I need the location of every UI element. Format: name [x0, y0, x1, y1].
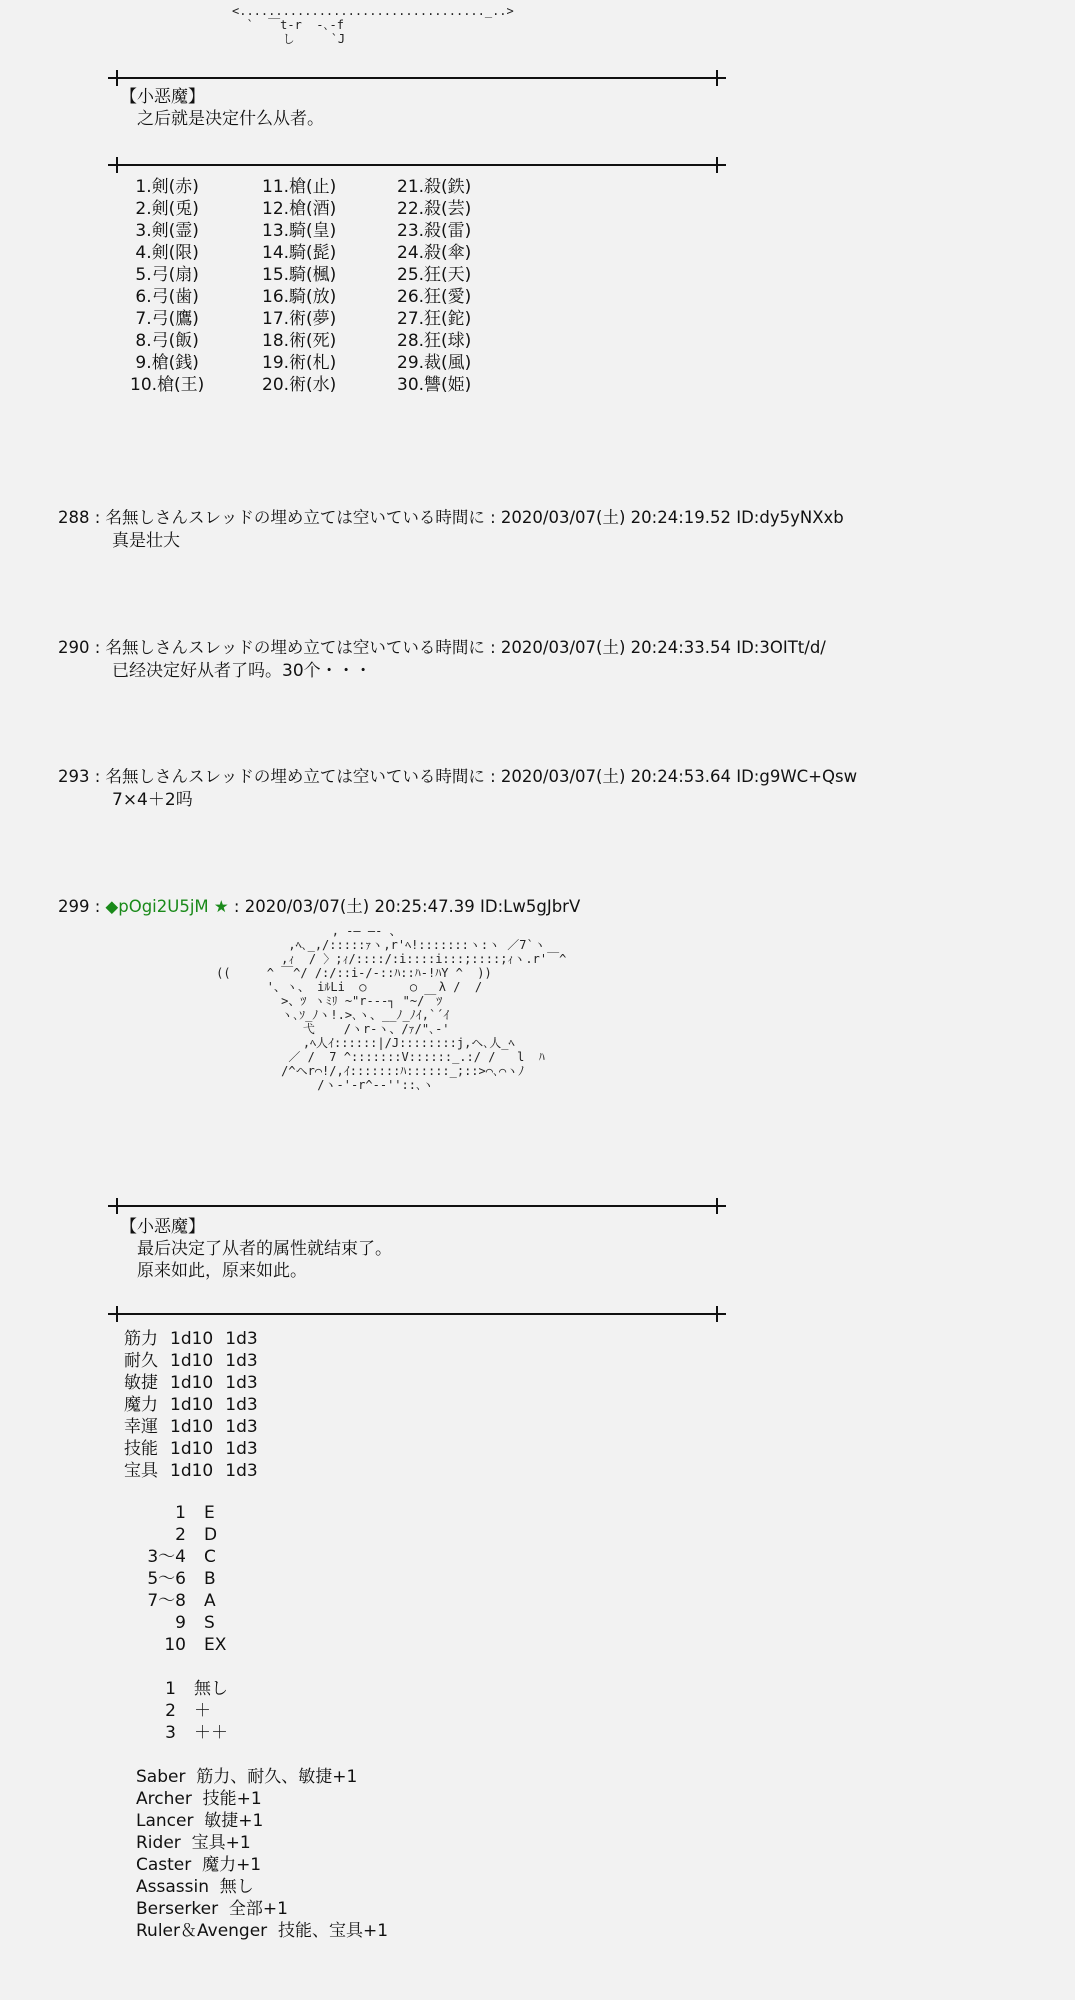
- stat-row: [124, 1350, 270, 1372]
- class-bonus-item: Ruler＆Avenger 技能、宝具+1: [136, 1921, 389, 1941]
- class-cell: 12.槍(酒): [262, 199, 337, 219]
- post-meta: : 2020/03/07(土) 20:25:47.39 ID:Lw5gJbrV: [228, 897, 581, 916]
- rank-roll: 1: [175, 1503, 186, 1523]
- class-cell: 23.殺(雷): [397, 221, 472, 241]
- class-bonus-item: Rider 宝具+1: [136, 1833, 251, 1853]
- class-bonus-item: Berserker 全部+1: [136, 1899, 288, 1919]
- rank-grade: S: [204, 1613, 215, 1633]
- stat-bonus-die: 1d3: [225, 1395, 258, 1415]
- table-row: [130, 286, 532, 308]
- stat-die: 1d10: [170, 1461, 214, 1481]
- post-number: 299 :: [58, 897, 106, 916]
- class-cell: 7.弓(鷹): [130, 309, 199, 329]
- class-cell: 20.術(水): [262, 375, 337, 395]
- stat-die: 1d10: [170, 1329, 214, 1349]
- stat-bonus-die: 1d3: [225, 1351, 258, 1371]
- post-header-288: 288 : 名無しさんスレッドの埋め立ては空いている時間に : 2020/03/07(土) 20:24:19.52 ID:dy5yNXxb: [58, 508, 844, 527]
- class-cell: 25.狂(天): [397, 265, 472, 285]
- divider: [108, 70, 726, 86]
- speech-text: 原来如此，原来如此。: [137, 1261, 307, 1281]
- plus-roll: 2: [165, 1701, 176, 1721]
- post-header-293: 293 : 名無しさんスレッドの埋め立ては空いている時間に : 2020/03/07(土) 20:24:53.64 ID:g9WC+Qsw: [58, 767, 858, 786]
- rank-row: [130, 1546, 226, 1568]
- table-row: [130, 198, 532, 220]
- class-cell: 9.槍(銭): [130, 353, 199, 373]
- ascii-art-line: , -― ―- 、: [180, 924, 402, 938]
- post-body-288: 真是壮大: [112, 531, 180, 551]
- speaker-label: 【小恶魔】: [120, 1217, 205, 1237]
- rank-row: [130, 1634, 226, 1656]
- plus-row: [130, 1700, 228, 1722]
- ascii-art-line: ヽ､ｿ_ﾉヽ!.>､ヽ、__ﾉ_ﾉｲ,`´ｲ: [180, 1008, 450, 1022]
- class-cell: 5.弓(扇): [130, 265, 199, 285]
- speech-block-1: [120, 86, 324, 130]
- stat-name: 耐久: [124, 1351, 158, 1371]
- ascii-art-line: ` ￣t-r -､-f: [232, 18, 344, 32]
- class-cell: 14.騎(髭): [262, 243, 337, 263]
- plus-value: 無し: [194, 1679, 228, 1699]
- stat-die: 1d10: [170, 1373, 214, 1393]
- ascii-art-line: ,ﾍ人ｲ::::::|/J::::::::j,ヘ､人_ﾍ: [180, 1036, 515, 1050]
- class-bonus-item: Lancer 敏捷+1: [136, 1811, 264, 1831]
- ascii-art-line: (( ^ ￣^/ /:/::i-/-::ﾊ::ﾊ-!ﾊY ^ )): [180, 966, 492, 980]
- ascii-art-line: 弋 /ヽr-ヽ、/ｧ/"､-': [180, 1022, 450, 1036]
- class-cell: 4.剣(限): [130, 243, 199, 263]
- table-row: [130, 242, 532, 264]
- plus-value: ＋: [194, 1701, 211, 1721]
- class-bonus-list: [136, 1766, 388, 1942]
- rank-row: [130, 1590, 226, 1612]
- stat-table: [124, 1328, 270, 1482]
- class-bonus-item: Saber 筋力、耐久、敏捷+1: [136, 1767, 358, 1787]
- ascii-art-character: [180, 924, 566, 1092]
- ascii-art-line: し `J: [232, 32, 346, 46]
- class-bonus-item: Caster 魔力+1: [136, 1855, 262, 1875]
- rank-grade: C: [204, 1547, 216, 1567]
- speech-text: 最后决定了从者的属性就结束了。: [137, 1239, 392, 1259]
- table-row: [130, 330, 532, 352]
- class-cell: 13.騎(皇): [262, 221, 337, 241]
- ascii-art-line: /^ヘr⌒!/,ｲ:::::::ﾊ::::::_;::>⌒､⌒ヽﾉ: [180, 1064, 525, 1078]
- stat-bonus-die: 1d3: [225, 1417, 258, 1437]
- class-cell: 11.槍(止): [262, 177, 337, 197]
- rank-grade: D: [204, 1525, 218, 1545]
- class-bonus-item: Archer 技能+1: [136, 1789, 262, 1809]
- class-cell: 18.術(死): [262, 331, 337, 351]
- rank-roll: 9: [175, 1613, 186, 1633]
- rank-row: [130, 1502, 226, 1524]
- class-cell: 29.裁(風): [397, 353, 472, 373]
- ascii-art-line: '、ヽ、 iﾙLi ○ ○ λ / /: [180, 980, 483, 994]
- plus-roll: 1: [165, 1679, 176, 1699]
- ascii-art-line: <.................................._..>: [232, 4, 514, 18]
- rank-roll: 7～8: [147, 1591, 186, 1611]
- rank-grade: EX: [204, 1635, 227, 1655]
- table-row: [130, 374, 532, 396]
- stat-name: 技能: [124, 1439, 158, 1459]
- class-cell: 15.騎(楓): [262, 265, 337, 285]
- table-row: [130, 352, 532, 374]
- class-cell: 17.術(夢): [262, 309, 337, 329]
- ascii-art-line: ,ｨ / 〉;ｨ/::::/:i::::i:::;::::;ｨヽ.r'￣^: [180, 952, 567, 966]
- rank-row: [130, 1612, 226, 1634]
- rank-table: [130, 1502, 226, 1656]
- speaker-label: 【小恶魔】: [120, 87, 205, 107]
- plus-row: [130, 1722, 228, 1744]
- ascii-art-line: >、ﾂ ヽﾐﾘ ~"r---┐ "~/￣ﾂ: [180, 994, 443, 1008]
- table-row: [130, 176, 532, 198]
- speech-text: 之后就是决定什么从者。: [137, 109, 324, 129]
- class-cell: 27.狂(鉈): [397, 309, 472, 329]
- trip-code: ◆pOgi2U5jM ★: [105, 897, 229, 916]
- rank-roll: 10: [164, 1635, 186, 1655]
- post-header-299: [58, 893, 580, 917]
- class-cell: 19.術(札): [262, 353, 337, 373]
- stat-die: 1d10: [170, 1439, 214, 1459]
- stat-name: 宝具: [124, 1461, 158, 1481]
- stat-bonus-die: 1d3: [225, 1373, 258, 1393]
- class-bonus-item: Assassin 無し: [136, 1877, 254, 1897]
- class-cell: 2.剣(兎): [130, 199, 199, 219]
- class-cell: 26.狂(愛): [397, 287, 472, 307]
- stat-name: 魔力: [124, 1395, 158, 1415]
- class-cell: 28.狂(球): [397, 331, 472, 351]
- speech-block-2: [120, 1216, 392, 1282]
- class-cell: 1.剣(赤): [130, 177, 199, 197]
- rank-roll: 5～6: [147, 1569, 186, 1589]
- rank-roll: 3～4: [147, 1547, 186, 1567]
- stat-row: [124, 1372, 270, 1394]
- stat-die: 1d10: [170, 1417, 214, 1437]
- plus-table: [130, 1678, 228, 1744]
- class-cell: 8.弓(飯): [130, 331, 199, 351]
- ascii-art-line: ／ / 7 ^:::::::V::::::_.:/ / l ﾊ: [180, 1050, 545, 1064]
- post-body-290: 已经决定好从者了吗。30个・・・: [112, 661, 372, 681]
- rank-grade: A: [204, 1591, 216, 1611]
- class-cell: 10.槍(王): [130, 375, 205, 395]
- post-header-290: 290 : 名無しさんスレッドの埋め立ては空いている時間に : 2020/03/07(土) 20:24:33.54 ID:3OITt/d/: [58, 638, 826, 657]
- rank-grade: B: [204, 1569, 216, 1589]
- divider: [108, 157, 726, 173]
- class-cell: 30.讐(姫): [397, 375, 472, 395]
- table-row: [130, 308, 532, 330]
- plus-row: [130, 1678, 228, 1700]
- post-body-293: 7×4＋2吗: [112, 790, 193, 810]
- rank-grade: E: [204, 1503, 215, 1523]
- ascii-art-line: /ヽ-'‐r^-‐''::､ヽ: [180, 1078, 434, 1092]
- stat-die: 1d10: [170, 1351, 214, 1371]
- plus-roll: 3: [165, 1723, 176, 1743]
- class-cell: 6.弓(歯): [130, 287, 199, 307]
- divider: [108, 1198, 726, 1214]
- class-cell: 24.殺(傘): [397, 243, 472, 263]
- rank-row: [130, 1568, 226, 1590]
- stat-row: [124, 1416, 270, 1438]
- table-row: [130, 264, 532, 286]
- stat-name: 筋力: [124, 1329, 158, 1349]
- divider: [108, 1306, 726, 1322]
- rank-row: [130, 1524, 226, 1546]
- class-cell: 22.殺(芸): [397, 199, 472, 219]
- stat-row: [124, 1460, 270, 1482]
- stat-name: 幸運: [124, 1417, 158, 1437]
- table-row: [130, 220, 532, 242]
- class-cell: 21.殺(鉄): [397, 177, 472, 197]
- stat-row: [124, 1438, 270, 1460]
- stat-row: [124, 1328, 270, 1350]
- ascii-art-top: [232, 4, 514, 46]
- stat-bonus-die: 1d3: [225, 1461, 258, 1481]
- rank-roll: 2: [175, 1525, 186, 1545]
- class-cell: 3.剣(霊): [130, 221, 199, 241]
- stat-row: [124, 1394, 270, 1416]
- plus-value: ＋＋: [194, 1723, 228, 1743]
- stat-die: 1d10: [170, 1395, 214, 1415]
- ascii-art-line: ,ﾍ､_,/:::::ｧヽ,r'ﾍ!:::::::ヽ:ヽ ／7`ヽ: [180, 938, 546, 952]
- stat-bonus-die: 1d3: [225, 1329, 258, 1349]
- stat-name: 敏捷: [124, 1373, 158, 1393]
- stat-bonus-die: 1d3: [225, 1439, 258, 1459]
- class-table: [130, 176, 532, 396]
- class-cell: 16.騎(放): [262, 287, 337, 307]
